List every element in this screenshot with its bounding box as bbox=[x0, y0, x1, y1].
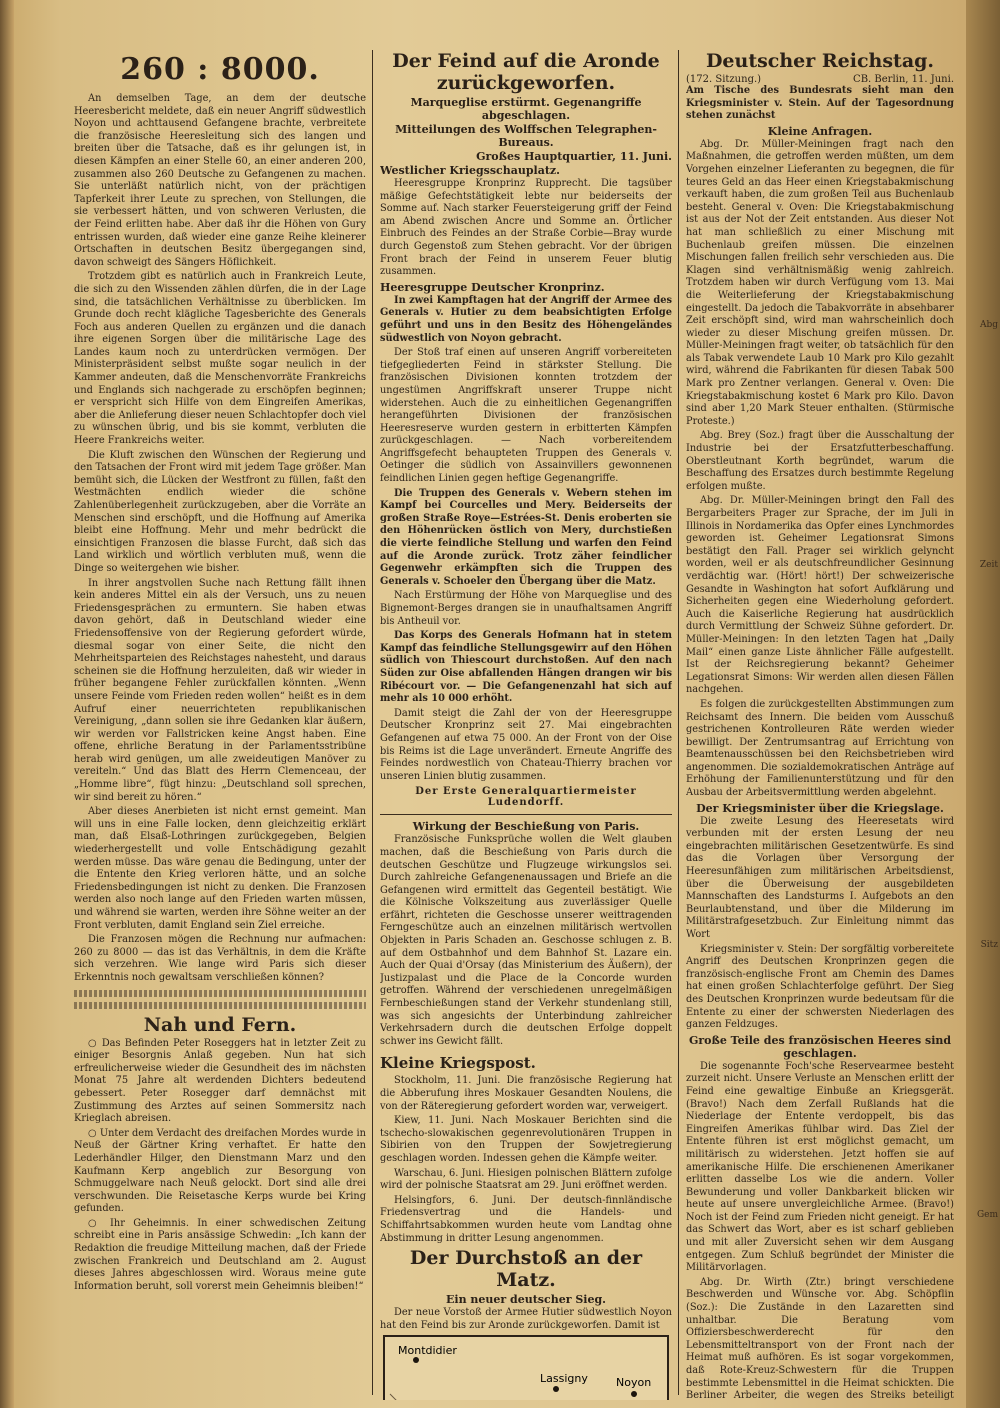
text-line-filler bbox=[74, 990, 366, 997]
article-subtitle: Marqueglise erstürmt. Gegenangriffe abgeschlagen. bbox=[410, 96, 642, 122]
debate-paragraph: Abg. Brey (Soz.) fragt über die Ausschaltung der Industrie bei der Ersatzfutterbeschaffung. Oberstleutnant Korth begründet, warum die Beschaffung des Ersatzes durch bestimmte Regelung erfolgen mußte. bbox=[686, 430, 954, 492]
edge-fragment: Gem bbox=[976, 1210, 998, 1220]
map-town-montdidier bbox=[413, 1357, 419, 1363]
section-kriegsminister: Der Kriegsminister über die Kriegslage. bbox=[696, 801, 944, 815]
article-paragraph: Aber dieses Anerbieten ist nicht ernst gemeint. Man will uns in eine Falle locken, denn gleichzeitig erklärt man, daß Elsaß-Lothringen zurückgegeben, Belgien wiederhergestellt und volle Entschädigung gezahlt werden müsse. Das wäre genau die Bedingung, unter der die Entente den Krieg verloren hätte, und an solche Friedensbedingungen ist nicht zu denken. Die Franzosen werden also noch lange auf den Frieden warten müssen, und während sie warten, werden ihre Söhne weiter an der Front verbluten, damit England sein Ziel erreiche. bbox=[74, 806, 366, 931]
debate-paragraph: Abg. Dr. Wirth (Ztr.) bringt verschiedene Beschwerden und Wünsche vor. Abg. Schöpflin (Soz.): Die Zustände in den Lazaretten sind unhaltbar. Die Beratung vom Offiziersbeschwerderecht für den Lebensmitteltransport von der Front nach der Heimat muß aufhören. Es ist sogar vorgekommen, daß Rote-Kreuz-Schwestern für die Truppen bestimmte Lebensmittel in die Heimat schickten. Die Berliner Arbeiter, die wegen des Streiks beteiligt bbox=[686, 1276, 954, 1400]
edge-fragment: Abg bbox=[979, 320, 998, 330]
front-map bbox=[380, 1334, 672, 1400]
report-paragraph: Die Truppen des Generals v. Webern stehen im Kampf bei Courcelles und Mery. Beiderseits der großen Straße Roye—Estrées-St. Denis eroberten sie den Höhenrücken östlich von Mery, durchstießen die vierte feindliche Stellung und warfen den Feind auf die Aronde zurück. Trotz zäher feindlicher Gegenwehr erkämpften sich die Truppen des Generals v. Schoeler den Übergang über die Matz. bbox=[380, 487, 672, 587]
article-title-aronde: Der Feind auf die Aronde zurückgeworfen. bbox=[392, 50, 660, 94]
report-paragraph: Das Korps des Generals Hofmann hat in stetem Kampf das feindliche Stellungsgewirr auf den Höhen südlich von Thiescourt durchstoßen. Auf den nach Süden zur Oise abfallenden Hängen drangen wir bis Ribécourt vor. — Die Gefangenenzahl hat sich auf mehr als 10 000 erhöht. bbox=[380, 630, 672, 705]
article-paragraph: Die Kluft zwischen den Wünschen der Regierung und den Tatsachen der Front wird mit jedem Tage größer. Man bemüht sich, die Lücken der Westfront zu füllen, faßt den Westmächten endlich wieder die schöne Zahlenüberlegenheit zurückzugeben, aber die Vorräte an Menschen sind erschöpft, und die Hoffnung auf Amerika bleibt eine Hoffnung. Mehr und mehr bedrückt die einsichtigen Franzosen die blasse Furcht, daß sich das Land wirklich und wörtlich verbluten muß, wenn die Dinge so weitergehen wie bisher. bbox=[74, 449, 366, 574]
article-paragraph: Der neue Vorstoß der Armee Hutier südwestlich Noyon hat den Feind bis zur Aronde zurückgeworfen. Damit ist bbox=[380, 1307, 672, 1331]
map-town-lassigny bbox=[553, 1386, 559, 1392]
news-item: Helsingfors, 6. Juni. Der deutsch-finnländische Friedensvertrag und die Handels- und Schiffahrtsabkommen wurden heute vom Landtag ohne Abstimmung in dritter Lesung angenommen. bbox=[380, 1194, 672, 1244]
article-title-reichstag: Deutscher Reichstag. bbox=[705, 50, 935, 72]
article-subtitle: Mitteilungen des Wolffschen Telegraphen-Bureaus. bbox=[395, 123, 657, 149]
article-paragraph: Die Franzosen mögen die Rechnung nur aufmachen: 260 zu 8000 — das ist das Verhältnis, in dem die Kräfte sich verzehren. Wie lange wird Paris sich dieser Erkenntnis noch gewaltsam verschließen können? bbox=[74, 934, 366, 983]
news-item: ○ Unter dem Verdacht des dreifachen Mordes wurde in Neuß der Gärtner Kring verhaftet. Er hatte den Lederhändler Hilger, den Dienstmann Marz und den Kaufmann Kerp angeblich zur Besorgung von Schmuggelware nach Neuß gelockt. Dort sind alle drei verschwunden. Die Reisetasche Kerps wurde bei Kring gefunden. bbox=[74, 1127, 366, 1215]
edge-fragment: Sitz bbox=[980, 940, 998, 950]
debate-paragraph: Kriegsminister v. Stein: Der sorgfältig vorbereitete Angriff des Deutschen Kronprinzen gegen die französisch-englische Front am Chemin des Dames hat einen großen Schlachterfolge geführt. Der Sieg des Deutschen Kronprinzen wurde bedeutsam für die Entente zu einer der schwersten Niederlagen des ganzen Feldzuges. bbox=[686, 943, 954, 1031]
session-place-date: CB. Berlin, 11. Juni. bbox=[853, 74, 954, 85]
map-label-noyon: Noyon bbox=[616, 1376, 652, 1390]
report-paragraph: In zwei Kampftagen hat der Angriff der Armee des Generals v. Hutier zu dem beabsichtigten Erfolge geführt und uns in den Besitz des Höhengeländes südwestlich von Noyon gebracht. bbox=[380, 294, 672, 344]
map-label-lassigny: Lassigny bbox=[540, 1372, 588, 1386]
map-town-noyon bbox=[631, 1391, 637, 1397]
section-kleine-kriegspost: Kleine Kriegspost. bbox=[380, 1054, 536, 1073]
news-item: ○ Das Befinden Peter Roseggers hat in letzter Zeit zu einiger Besorgnis Anlaß gegeben. Nun hat sich erfreulicherweise wieder die Gesundheit des im nächsten Monat 75 Jahre alt werdenden Dichters bedeutend gebessert. Peter Rosegger darf demnächst mit Zustimmung des Arztes auf seinen Sommersitz nach Krieglach abreisen. bbox=[74, 1037, 366, 1125]
page-left-edge bbox=[0, 0, 14, 1408]
section-paris: Wirkung der Beschießung von Paris. bbox=[412, 820, 640, 834]
text-line-filler bbox=[74, 1002, 366, 1009]
report-paragraph: Französische Funksprüche wollen die Welt glauben machen, daß die Beschießung von Paris durch die deutschen Geschütze und Flugzeuge wirkungslos sei. Durch zahlreiche Gefangenenaussagen und Briefe an die Gefangenen wird ermittelt das Gegenteil bestätigt. Wie die Kölnische Volkszeitung aus zuverlässiger Quelle erfährt, richteten die Geschosse unserer weittragenden Ferngeschütze auch an einzelnen militärisch wertvollen Objekten in Paris Schaden an. Geschosse schlugen z. B. auf dem Ostbahnhof und dem Bahnhof St. Lazare ein. Auch der Quai d'Orsay (das Ministerium des Äußern), der Justizpalast und die Place de la Concorde wurden getroffen. Während der verschiedenen unregelmäßigen Fernbeschießungen stand der Verkehr stundenlang still, was sich angesichts der Unterbindung zahlreicher Verkehrsadern durch die deutschen Erfolge doppelt schwer ins Gewicht fällt. bbox=[380, 834, 672, 1047]
news-item: ○ Ihr Geheimnis. In einer schwedischen Zeitung schreibt eine in Paris ansässige Schwedin: „Ich kann der Redaktion die freudige Mitteilung machen, daß der Friede zwischen Frankreich und Deutschland am 2. August dieses Jahres abgeschlossen wird. Woraus meine gute Information beruht, soll vorerst mein Geheimnis bleiben!“ bbox=[74, 1217, 366, 1292]
article-title-260-8000: 260 : 8000. bbox=[120, 52, 320, 87]
section-heeresgruppe: Heeresgruppe Deutscher Kronprinz. bbox=[380, 280, 605, 294]
debate-paragraph: Abg. Dr. Müller-Meiningen fragt nach den Maßnahmen, die getroffen werden müßten, um dem Vorgehen einzelner Lieferanten zu begegnen, die für teures Geld an das Heer einen Kriegstabakmischung verkauft haben, die zum großen Teil aus Buchenlaub besteht. General v. Oven: Die Kriegstabakmischung ist aus der Not der Zeit entstanden. Aus dieser Not hat man schließlich zu einer Mischung mit Buchenlaub greifen müssen. Die einzelnen Mischungen fallen freilich sehr verschieden aus. Die Klagen sind verhältnismäßig wenig zahlreich. Trotzdem haben wir durch Verfügung vom 13. Mai die Weiterlieferung der Kriegstabakmischung eingestellt. Da jedoch die Tabakvorräte in absehbarer Zeit erschöpft sind, wird man wahrscheinlich doch wieder zu dieser Mischung greifen müssen. Dr. Müller-Meiningen fragt weiter, ob tatsächlich für den als Tabak verwendete Laub 10 Mark pro Kilo gezahlt wird, während die Fabrikanten für diesen Tabak 500 Mark pro Zentner verlangen. General v. Oven: Die Kriegstabakmischung kostet 6 Mark pro Kilo. Davon sind aber 1,20 Mark Steuer enthalten. (Stürmische Proteste.) bbox=[686, 138, 954, 427]
session-number: (172. Sitzung.) bbox=[686, 74, 762, 85]
article-paragraph: In ihrer angstvollen Suche nach Rettung fällt ihnen kein anderes Mittel ein als der Versuch, uns zu neuen Friedensgesprächen zu ermuntern. Sie haben etwas davon gehört, daß in Deutschland wieder eine Friedensoffensive von der Regierung gefordert würde, diesmal sogar von einer Seite, die nicht den Mehrheitsparteien des Reichstages nahesteht, und daraus scheinen sie die Hoffnung herzuleiten, daß wir wieder in früher begangene Fehler zurückfallen könnten. „Wenn unsere Feinde vom Frieden reden wollen“ heißt es in dem Aufruf einer neuerrichteten republikanischen Vereinigung, „dann sollen sie ihre Gedanken klar äußern, wir werden vor Fallstricken keine Angst haben. Eine offene, ehrliche Beratung in der Parlamentsstribüne herab wird genügen, um alle zweideutigen Manöver zu vereiteln.“ Und das Blatt des Herrn Clemenceau, der „Homme libre“, fügt hinzu: „Deutschland soll sprechen, wir sind bereit zu hören.“ bbox=[74, 577, 366, 803]
right-column bbox=[686, 50, 954, 1400]
dateline: Großes Hauptquartier, 11. Juni. bbox=[476, 150, 672, 163]
news-item: Kiew, 11. Juni. Nach Moskauer Berichten sind die tschecho-slowakischen gegenrevolutionären Truppen in Sibirien von den Truppen der Sowjetregierung geschlagen worden. Indessen gehen die Kämpfe weiter. bbox=[380, 1115, 672, 1164]
report-paragraph: Nach Erstürmung der Höhe von Marqueglise und des Bignemont-Berges drangen sie in unaufhaltsamen Angriff bis Antheuil vor. bbox=[380, 590, 672, 627]
left-column bbox=[74, 50, 366, 1400]
session-line bbox=[686, 74, 954, 85]
article-paragraph: Trotzdem gibt es natürlich auch in Frankreich Leute, die sich zu den Wissenden zählen dürfen, die in der Lage sind, die tatsächlichen Verhältnisse zu überblicken. Im Grunde doch recht klägliche Tagesberichte des Generals Foch aus anderen Quellen zu ergänzen und die danach ihre eigenen Sorgen über die militärische Lage des Landes kaum noch zu unterdrücken vermögen. Der Ministerpräsident selbst mußte sogar neulich in der Kammer andeuten, daß die Menschenvorräte Frankreichs und Englands sich nachgerade zu erschöpfen beginnen; er verspricht sich Hilfe von dem Eingreifen Amerikas, aber die Anlieferung dieser neuen Schlachtopfer doch viel zu wünschen übrig, und bis sie kommt, verbluten die Heere Frankreichs weiter. bbox=[74, 271, 366, 447]
report-paragraph: Damit steigt die Zahl der von der Heeresgruppe Deutscher Kronprinz seit 27. Mai eingebrachten Gefangenen auf etwa 75 000. An der Front von der Oise bis Reims ist die Lage unverändert. Erneute Angriffe des Feindes nordwestlich von Chateau-Thierry brachen vor unseren Linien blutig zusammen. bbox=[380, 707, 672, 782]
debate-paragraph: Die sogenannte Foch'sche Reservearmee besteht zurzeit nicht. Unsere Verluste an Menschen erlitt der Feind eine gewaltige Einbuße an Kriegsgerät. (Bravo!) Nach dem Zerfall Rußlands hat die Niederlage der Entente verdoppelt, bis das Eingreifen Amerikas fühlbar wird. Das Ziel der Entente führen ist erst möglichst gemacht, um militärisch zu widerstehen. Jetzt hoffen sie auf amerikanische Hilfe. Die erschienenen Amerikaner erlitten dasselbe Los wie die andern. Voller Bewunderung und voller Dankbarkeit blicken wir heute auf unsere unvergleichliche Armee. (Bravo!) Noch ist der Feind zum Frieden nicht geneigt. Er hat das Schwert das Wort, aber es ist scharf geblieben und mit aller Zuversicht sehen wir dem Ausgang entgegen. Zum Schluß begründet der Minister die Militärvorlagen. bbox=[686, 1060, 954, 1274]
section-kleine-anfragen: Kleine Anfragen. bbox=[767, 124, 873, 138]
signature-ludendorff: Der Erste Generalquartiermeister Ludendorff. bbox=[415, 786, 637, 809]
edge-fragment: Zeit bbox=[979, 560, 998, 570]
divider bbox=[380, 814, 672, 815]
news-item: Stockholm, 11. Juni. Die französische Regierung hat die Abberufung ihres Moskauer Gesandten Noulens, die von der Räteregierung gefordert worden war, verweigert. bbox=[380, 1075, 672, 1112]
section-title-nah-und-fern: Nah und Fern. bbox=[143, 1013, 297, 1036]
article-paragraph: An demselben Tage, an dem der deutsche Heeresbericht meldete, daß ein neuer Angriff südwestlich Noyon und achttausend Gefangene brachte, verbreitete die französische Heeresleitung sich des langen und breiten über die Tatsache, daß es ihr gelungen ist, in diesen Kämpfen an einer Stelle 60, an einer anderen 200, zusammen also 260 Deutsche zu Gefangenen zu machen. Sie unterläßt natürlich nicht, von der prächtigen Tapferkeit ihrer Leute zu sprechen, von Stellungen, die sie verbessert hätten, und von schweren Verlusten, die der Feind erlitten habe. Aber daß ihr die Höhen von Gury entrissen wurden, daß wieder eine ganze Reihe kleinerer Ortschaften in deutschen Besitz übergegangen sind, davon schweigt des Sängers Höflichkeit. bbox=[74, 93, 366, 268]
section-franz-heer: Große Teile des französischen Heeres sind geschlagen. bbox=[688, 1033, 952, 1060]
report-paragraph: Der Stoß traf einen auf unseren Angriff vorbereiteten tiefgegliederten Feind in stärkster Stellung. Die französischen Divisionen konnten trotzdem der ungestümen Angriffskraft unserer Truppe nicht widerstehen. Auch die zu einheitlichen Gegenangriffen herangeführten Divisionen der französischen Heeresreserve wurden gestern in erbitterten Kämpfen zurückgeschlagen. — Nach vorbereitendem Angriffsgefecht behaupteten Truppen des Generals v. Oetinger die südlich von Assainvillers gewonnenen feindlichen Linien gegen heftige Gegenangriffe. bbox=[380, 347, 672, 485]
column-rule-1 bbox=[372, 50, 373, 1395]
debate-paragraph: Die zweite Lesung des Heeresetats wird verbunden mit der ersten Lesung der neu eingebrachten militärischen Gesetzentwürfe. Es sind das die Vorlagen über Versorgung der Heeresunfähigen zum militärischen Arbeitsdienst, über die Überweisung der ausgebildeten Mannschaften des Landsturms I. Aufgebots an den Beurlaubtenstand, und über die Milderung im Militärstrafgesetzbuch. Zur Einleitung nimmt das Wort bbox=[686, 815, 954, 940]
debate-paragraph: Es folgen die zurückgestellten Abstimmungen zum Reichsamt des Innern. Die beiden vom Ausschuß gestrichenen Kontrolleuren Räte werden wieder bewilligt. Der Zentrumsantrag auf Errichtung von Beamtenausschüssen bei den Reichsbetrieben wird angenommen. Die sozialdemokratischen Anträge auf Erhöhung der Familienunterstützung und für den Ausbau der Arbeitsvermittlung werden abgelehnt. bbox=[686, 698, 954, 799]
column-rule-2 bbox=[678, 50, 679, 1395]
report-paragraph: Heeresgruppe Kronprinz Rupprecht. Die tagsüber mäßige Gefechtstätigkeit lebte nur beiderseits der Somme auf. Nach starker Feuersteigerung griff der Feind am Abend zwischen Ancre und Somme an. Örtlicher Einbruch des Feindes an der Straße Corbie—Bray wurde durch Gegenstoß zum Stehen gebracht. Vor der übrigen Front brach der Feind in unserem Feuer blutig zusammen. bbox=[380, 178, 672, 278]
middle-column bbox=[380, 50, 672, 1400]
page-binding-spine bbox=[966, 0, 1000, 1408]
map-label-montdidier: Montdidier bbox=[398, 1344, 457, 1358]
article-title-matz: Der Durchstoß an der Matz. bbox=[409, 1247, 643, 1292]
session-intro: Am Tische des Bundesrats sieht man den Kriegsminister v. Stein. Auf der Tagesordnung stehen zunächst bbox=[686, 85, 954, 122]
article-subtitle: Ein neuer deutscher Sieg. bbox=[446, 1293, 606, 1307]
debate-paragraph: Abg. Dr. Müller-Meiningen bringt den Fall des Bergarbeiters Prager zur Sprache, der im Juli in Illinois in Nordamerika das Opfer eines Lynchmordes geworden ist. Geheimer Legationsrat Simons bestätigt den Fall. Prager sei wirklich gelyncht worden, weil er als deutschfreundlicher Gesinnung verdächtig war. (Hört! hört!) Der schweizerische Gesandte in Washington hat sofort Aufklärung und Sicherheiten gegen eine Wiederholung gefordert. Auch die Kaiserliche Regierung hat ausdrücklich durch Vermittlung der Schweiz Sühne gefordert. Dr. Müller-Meiningen: In den letzten Tagen hat „Daily Mail“ einen ganze Liste ähnlicher Fälle aufgestellt. Ist der Reichsregierung bekannt? Geheimer Legationsrat Simons: Wir werden allen diesen Fällen nachgehen. bbox=[686, 495, 954, 696]
section-west: Westlicher Kriegsschauplatz. bbox=[380, 164, 560, 177]
news-item: Warschau, 6. Juni. Hiesigen polnischen Blättern zufolge wird der polnische Staatsrat am 29. Juni eröffnet werden. bbox=[380, 1167, 672, 1192]
